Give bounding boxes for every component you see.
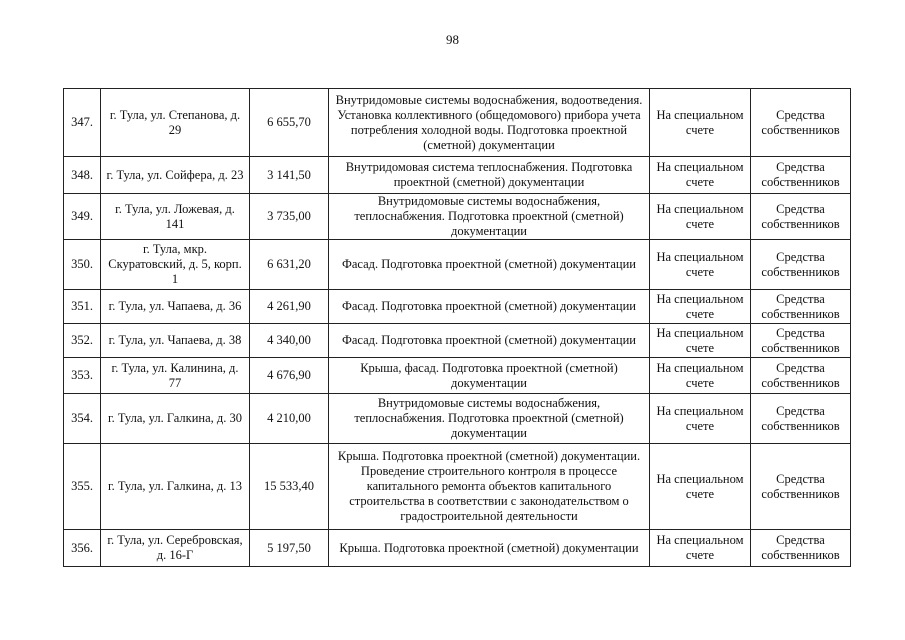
cost-cell: 4 261,90 (250, 290, 329, 324)
account-type-cell: На специальном счете (650, 444, 751, 530)
funding-source-cell: Средства собственников (751, 324, 851, 358)
account-type-cell: На специальном счете (650, 530, 751, 567)
table-row (64, 394, 851, 444)
row-number-cell: 352. (64, 324, 101, 358)
works-description-cell: Фасад. Подготовка проектной (сметной) документации (329, 290, 650, 324)
funding-source-cell: Средства собственников (751, 240, 851, 290)
works-description-cell: Внутридомовые системы водоснабжения, теплоснабжения. Подготовка проектной (сметной) документации (329, 194, 650, 240)
funding-source-cell: Средства собственников (751, 290, 851, 324)
account-type-cell: На специальном счете (650, 240, 751, 290)
account-type-cell: На специальном счете (650, 394, 751, 444)
table-row (64, 240, 851, 290)
cost-cell: 5 197,50 (250, 530, 329, 567)
table-row (64, 89, 851, 157)
registry-table-body (64, 89, 851, 567)
table-row (64, 157, 851, 194)
address-cell: г. Тула, ул. Ложевая, д. 141 (101, 194, 250, 240)
works-description-cell: Внутридомовые системы водоснабжения, теплоснабжения. Подготовка проектной (сметной) документации (329, 394, 650, 444)
cost-cell: 4 676,90 (250, 358, 329, 394)
account-type-cell: На специальном счете (650, 89, 751, 157)
row-number-cell: 351. (64, 290, 101, 324)
row-number-cell: 350. (64, 240, 101, 290)
funding-source-cell: Средства собственников (751, 394, 851, 444)
address-cell: г. Тула, ул. Галкина, д. 13 (101, 444, 250, 530)
address-cell: г. Тула, ул. Чапаева, д. 36 (101, 290, 250, 324)
cost-cell: 4 210,00 (250, 394, 329, 444)
funding-source-cell: Средства собственников (751, 157, 851, 194)
registry-table (63, 88, 851, 567)
account-type-cell: На специальном счете (650, 290, 751, 324)
funding-source-cell: Средства собственников (751, 444, 851, 530)
row-number-cell: 356. (64, 530, 101, 567)
table-row (64, 530, 851, 567)
row-number-cell: 349. (64, 194, 101, 240)
address-cell: г. Тула, ул. Калинина, д. 77 (101, 358, 250, 394)
cost-cell: 3 141,50 (250, 157, 329, 194)
works-description-cell: Крыша. Подготовка проектной (сметной) документации. Проведение строительного контроля в процессе капитального ремонта объектов капитального строительства в соответствии с законодательством о градостроительной деятельности (329, 444, 650, 530)
cost-cell: 6 655,70 (250, 89, 329, 157)
account-type-cell: На специальном счете (650, 324, 751, 358)
funding-source-cell: Средства собственников (751, 194, 851, 240)
cost-cell: 6 631,20 (250, 240, 329, 290)
funding-source-cell: Средства собственников (751, 358, 851, 394)
row-number-cell: 354. (64, 394, 101, 444)
address-cell: г. Тула, ул. Серебровская, д. 16-Г (101, 530, 250, 567)
works-description-cell: Внутридомовая система теплоснабжения. Подготовка проектной (сметной) документации (329, 157, 650, 194)
works-description-cell: Фасад. Подготовка проектной (сметной) документации (329, 324, 650, 358)
funding-source-cell: Средства собственников (751, 89, 851, 157)
table-row (64, 290, 851, 324)
account-type-cell: На специальном счете (650, 194, 751, 240)
works-description-cell: Внутридомовые системы водоснабжения, водоотведения. Установка коллективного (общедомового) прибора учета потребления холодной воды. Подготовка проектной (сметной) документации (329, 89, 650, 157)
works-description-cell: Крыша, фасад. Подготовка проектной (сметной) документации (329, 358, 650, 394)
address-cell: г. Тула, ул. Чапаева, д. 38 (101, 324, 250, 358)
address-cell: г. Тула, ул. Степанова, д. 29 (101, 89, 250, 157)
page-number: 98 (446, 32, 459, 47)
funding-source-cell: Средства собственников (751, 530, 851, 567)
table-row (64, 194, 851, 240)
cost-cell: 15 533,40 (250, 444, 329, 530)
table-row (64, 444, 851, 530)
works-description-cell: Фасад. Подготовка проектной (сметной) документации (329, 240, 650, 290)
cost-cell: 4 340,00 (250, 324, 329, 358)
address-cell: г. Тула, мкр. Скуратовский, д. 5, корп. 1 (101, 240, 250, 290)
account-type-cell: На специальном счете (650, 157, 751, 194)
cost-cell: 3 735,00 (250, 194, 329, 240)
address-cell: г. Тула, ул. Сойфера, д. 23 (101, 157, 250, 194)
table-row (64, 358, 851, 394)
row-number-cell: 353. (64, 358, 101, 394)
table-row (64, 324, 851, 358)
address-cell: г. Тула, ул. Галкина, д. 30 (101, 394, 250, 444)
account-type-cell: На специальном счете (650, 358, 751, 394)
row-number-cell: 348. (64, 157, 101, 194)
row-number-cell: 355. (64, 444, 101, 530)
works-description-cell: Крыша. Подготовка проектной (сметной) документации (329, 530, 650, 567)
row-number-cell: 347. (64, 89, 101, 157)
